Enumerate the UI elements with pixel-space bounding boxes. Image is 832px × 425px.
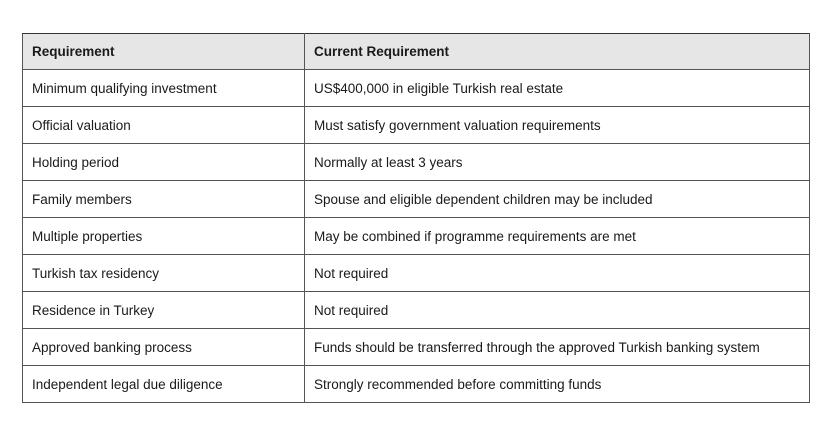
row-current-requirement-cell: US$400,000 in eligible Turkish real estate [305, 70, 810, 107]
row-requirement-cell: Independent legal due diligence [23, 366, 305, 403]
row-requirement-cell: Approved banking process [23, 329, 305, 366]
row-requirement-cell: Official valuation [23, 107, 305, 144]
row-requirement-cell: Residence in Turkey [23, 292, 305, 329]
header-requirement: Requirement [23, 34, 305, 70]
row-requirement-cell: Holding period [23, 144, 305, 181]
row-current-requirement-cell: Not required [305, 255, 810, 292]
table-header [23, 34, 810, 70]
row-requirement-cell: Turkish tax residency [23, 255, 305, 292]
row-current-requirement-cell: Strongly recommended before committing funds [305, 366, 810, 403]
table-row [23, 218, 810, 255]
row-current-requirement-cell: May be combined if programme requirements are met [305, 218, 810, 255]
row-current-requirement-cell: Funds should be transferred through the approved Turkish banking system [305, 329, 810, 366]
row-current-requirement-cell: Not required [305, 292, 810, 329]
table-row [23, 292, 810, 329]
table-row [23, 366, 810, 403]
table-row [23, 107, 810, 144]
row-requirement-cell: Family members [23, 181, 305, 218]
requirements-table-container [22, 33, 809, 403]
table-body [23, 70, 810, 403]
table-row [23, 329, 810, 366]
table-row [23, 255, 810, 292]
row-current-requirement-cell: Must satisfy government valuation requirements [305, 107, 810, 144]
row-requirement-cell: Minimum qualifying investment [23, 70, 305, 107]
table-row [23, 144, 810, 181]
row-requirement-cell: Multiple properties [23, 218, 305, 255]
header-row [23, 34, 810, 70]
row-current-requirement-cell: Normally at least 3 years [305, 144, 810, 181]
requirements-table [22, 33, 810, 403]
table-row [23, 70, 810, 107]
table-row [23, 181, 810, 218]
row-current-requirement-cell: Spouse and eligible dependent children may be included [305, 181, 810, 218]
header-current-requirement: Current Requirement [305, 34, 810, 70]
